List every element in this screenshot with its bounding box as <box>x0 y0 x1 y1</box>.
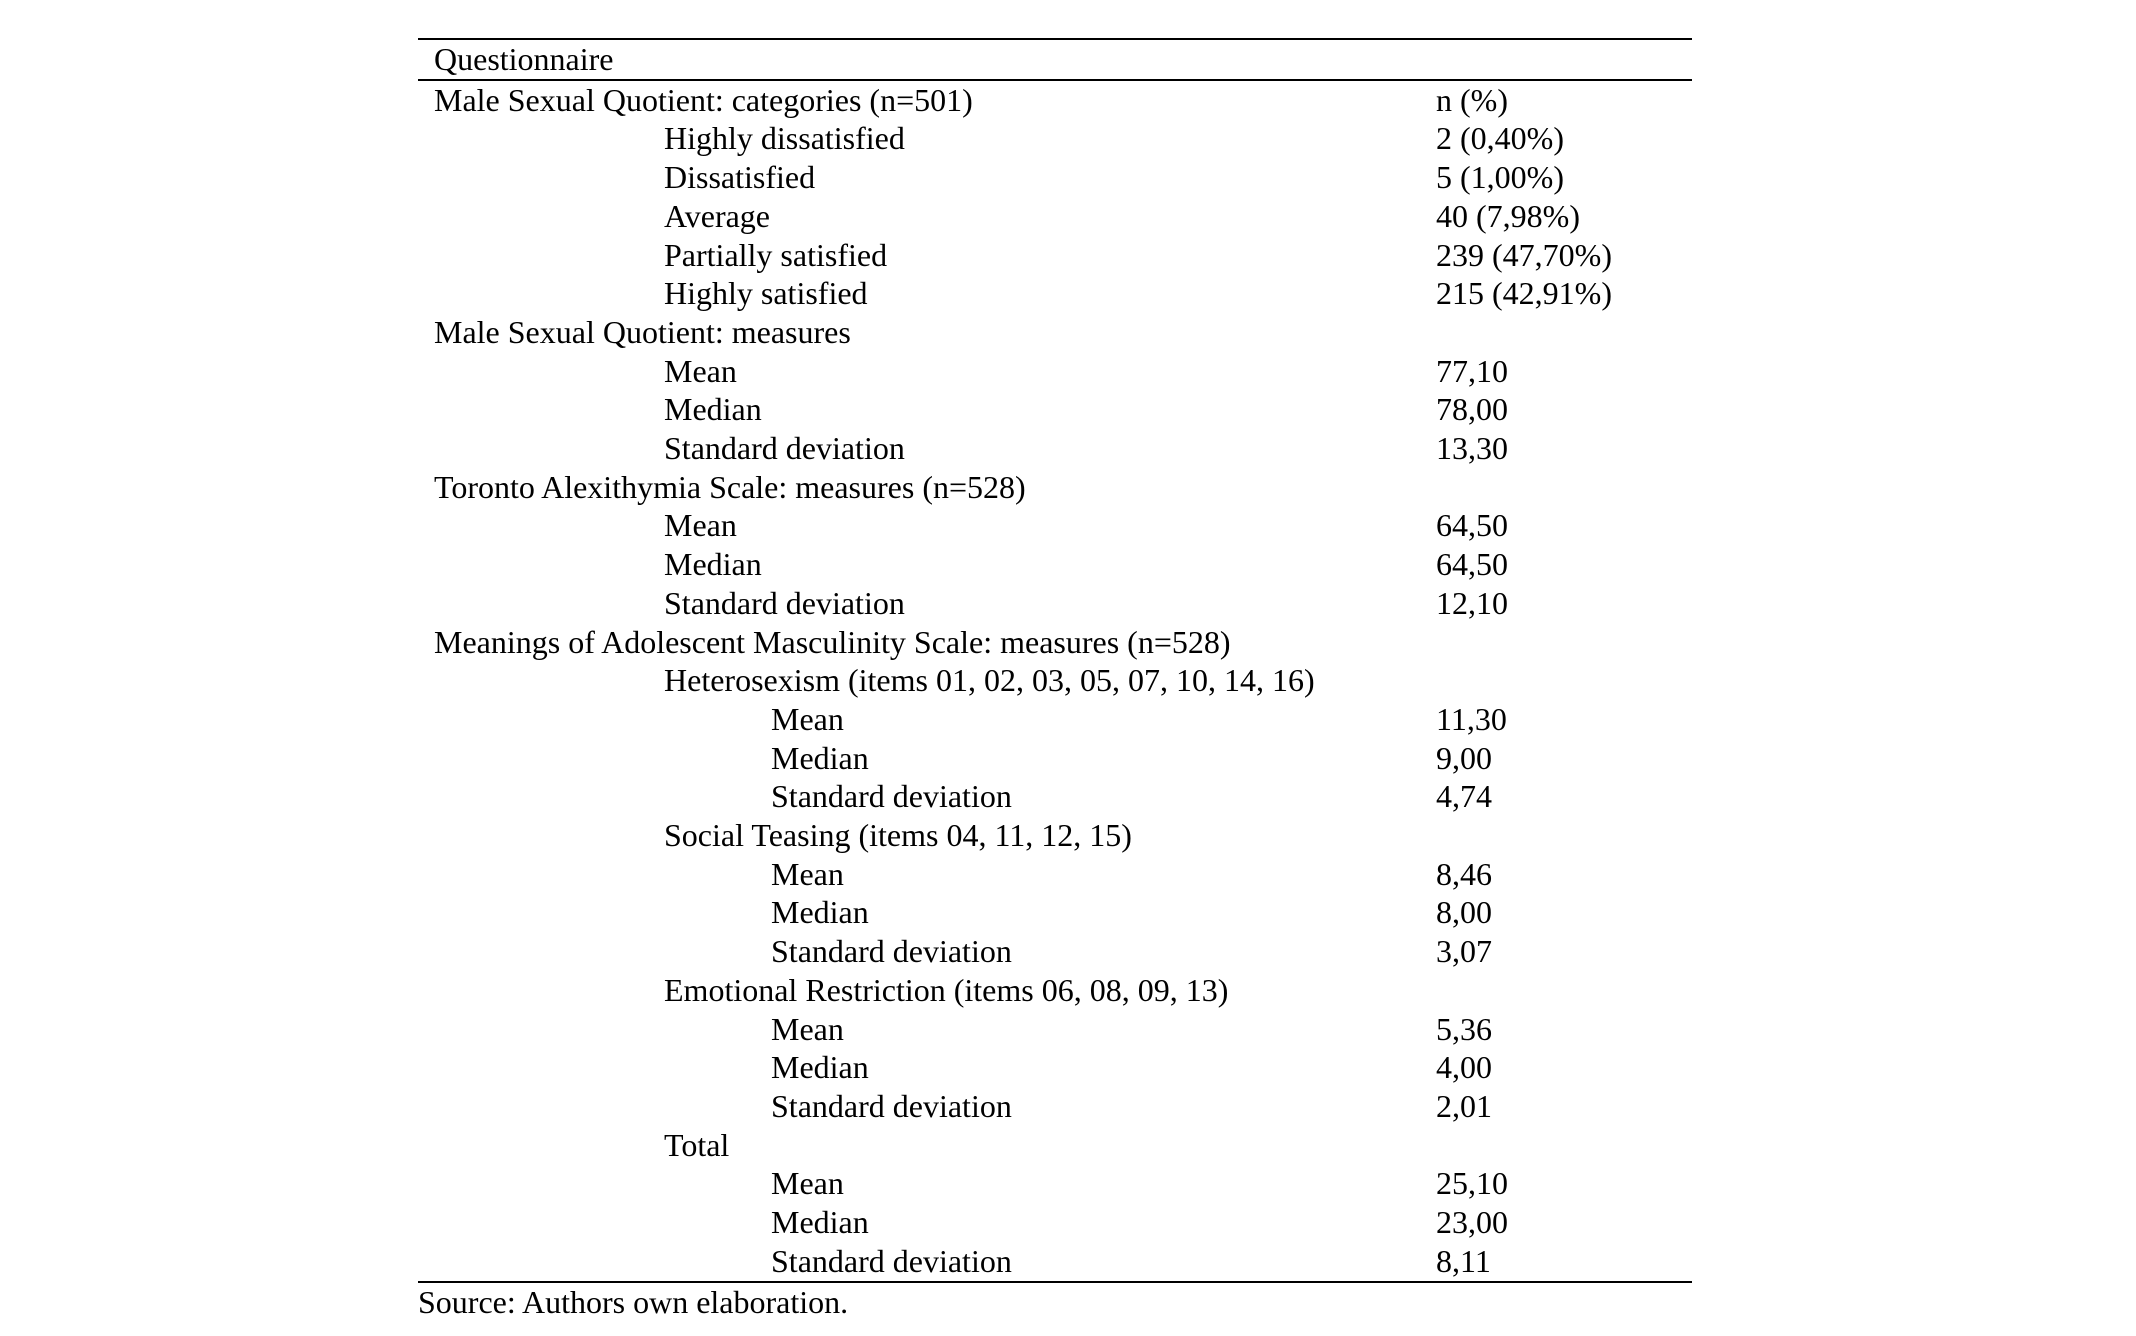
table-row <box>418 545 1692 584</box>
row-label: Mean <box>771 1010 844 1047</box>
row-label: Mean <box>771 700 844 737</box>
row-value: 64,50 <box>1436 546 1508 583</box>
row-label: Median <box>771 739 869 776</box>
section-title: Meanings of Adolescent Masculinity Scale: measures (n=528) <box>434 623 1231 660</box>
header-value-cell <box>1432 39 1692 80</box>
row-label: Standard deviation <box>418 1242 1432 1282</box>
row-label: Mean <box>771 1165 844 1202</box>
table-row <box>418 352 1692 391</box>
subgroup-title: Total <box>664 1126 730 1163</box>
table-row <box>418 584 1692 623</box>
table-row <box>418 1164 1692 1203</box>
table-row <box>418 855 1692 894</box>
section-title-row <box>418 80 1692 120</box>
table-row <box>418 777 1692 816</box>
subgroup-title: Heterosexism (items 01, 02, 03, 05, 07, 10, 14, 16) <box>664 662 1315 699</box>
table-row <box>418 197 1692 236</box>
source-note: Source: Authors own elaboration. <box>418 1284 849 1320</box>
row-value: 8,46 <box>1436 855 1492 892</box>
row-label: Partially satisfied <box>664 236 888 273</box>
section-title-value: n (%) <box>1436 81 1508 118</box>
table-row <box>418 1010 1692 1049</box>
table-row <box>418 1203 1692 1242</box>
table-row <box>418 429 1692 468</box>
row-label: Median <box>771 1204 869 1241</box>
row-value: 12,10 <box>1436 584 1508 621</box>
section-title-row <box>418 313 1692 352</box>
row-label: Standard deviation <box>664 584 905 621</box>
table-row <box>418 236 1692 275</box>
table-row <box>418 1242 1692 1282</box>
row-label: Median <box>771 1049 869 1086</box>
subgroup-title: Social Teasing (items 04, 11, 12, 15) <box>664 817 1132 854</box>
section-title: Toronto Alexithymia Scale: measures (n=528) <box>434 468 1026 505</box>
row-value: 64,50 <box>1436 507 1508 544</box>
section-title: Male Sexual Quotient: measures <box>434 313 851 350</box>
subgroup-title-row <box>418 661 1692 700</box>
section-title-row <box>418 623 1692 662</box>
row-label: Median <box>664 391 762 428</box>
row-label: Highly satisfied <box>664 275 868 312</box>
table-header-row <box>418 39 1692 80</box>
table-row <box>418 119 1692 158</box>
row-label: Standard deviation <box>664 430 905 467</box>
row-value: 40 (7,98%) <box>1436 197 1580 234</box>
subgroup-title: Emotional Restriction (items 06, 08, 09, 13) <box>664 971 1229 1008</box>
statistics-table <box>418 38 1692 1283</box>
table-row <box>418 1048 1692 1087</box>
row-label: Median <box>664 546 762 583</box>
row-label: Standard deviation <box>771 778 1012 815</box>
table-row <box>418 506 1692 545</box>
row-value: 13,30 <box>1436 430 1508 467</box>
table-row <box>418 700 1692 739</box>
subgroup-title-row <box>418 971 1692 1010</box>
row-label: Average <box>664 197 770 234</box>
row-label: Standard deviation <box>771 1087 1012 1124</box>
row-value: 23,00 <box>1436 1204 1508 1241</box>
table-row <box>418 158 1692 197</box>
section-title: Male Sexual Quotient: categories (n=501) <box>434 81 973 118</box>
row-label: Mean <box>664 352 737 389</box>
row-value: 78,00 <box>1436 391 1508 428</box>
row-label: Mean <box>771 855 844 892</box>
table-row <box>418 893 1692 932</box>
row-value: 25,10 <box>1436 1165 1508 1202</box>
table-row <box>418 932 1692 971</box>
row-value: 5 (1,00%) <box>1436 159 1564 196</box>
row-label: Standard deviation <box>771 933 1012 970</box>
statistics-table-container <box>418 38 1692 1283</box>
row-label: Mean <box>664 507 737 544</box>
row-label: Dissatisfied <box>664 159 816 196</box>
row-value: 11,30 <box>1436 700 1507 737</box>
row-value: 8,00 <box>1436 894 1492 931</box>
row-label: Highly dissatisfied <box>664 120 905 157</box>
section-title-row <box>418 468 1692 507</box>
subgroup-title-row <box>418 816 1692 855</box>
row-value: 77,10 <box>1436 352 1508 389</box>
row-value: 2 (0,40%) <box>1436 120 1564 157</box>
row-value: 9,00 <box>1436 739 1492 776</box>
table-row <box>418 1087 1692 1126</box>
row-value: 2,01 <box>1436 1087 1492 1124</box>
subgroup-title-row <box>418 1126 1692 1165</box>
row-value: 8,11 <box>1432 1242 1692 1282</box>
table-row <box>418 739 1692 778</box>
row-label: Median <box>771 894 869 931</box>
table-row <box>418 390 1692 429</box>
row-value: 239 (47,70%) <box>1436 236 1612 273</box>
row-value: 5,36 <box>1436 1010 1492 1047</box>
row-value: 4,74 <box>1436 778 1492 815</box>
table-row <box>418 274 1692 313</box>
row-value: 4,00 <box>1436 1049 1492 1086</box>
row-value: 3,07 <box>1436 933 1492 970</box>
row-value: 215 (42,91%) <box>1436 275 1612 312</box>
header-questionnaire: Questionnaire <box>418 39 1432 80</box>
